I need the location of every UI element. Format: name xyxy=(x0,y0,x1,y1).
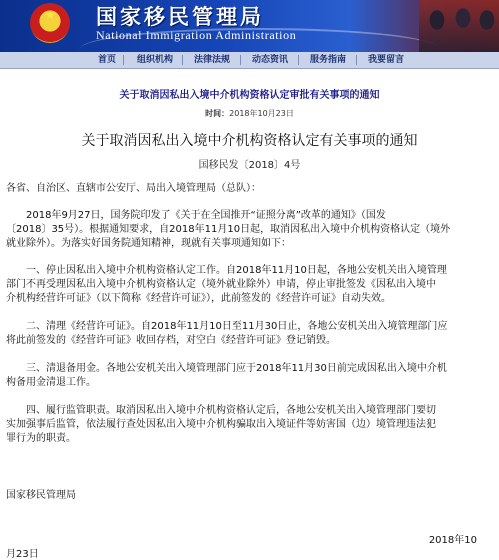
body-line: 三、清退备用金。各地公安机关出入境管理部门应于2018年11月30日前完成因私出入境中介机 xyxy=(6,363,447,374)
signature: 国家移民管理局 xyxy=(6,490,76,501)
nav-item-home[interactable]: 首页 xyxy=(98,55,117,65)
nav-item-feedback[interactable]: 我要留言 xyxy=(368,55,405,65)
body-line: 部门不再受理因私出入境中介机构资格认定（境外就业除外）申请，停止审批签发《因私出入境中 xyxy=(6,279,436,290)
body-line: 就业除外）。为落实好国务院通知精神，现就有关事项通知如下： xyxy=(6,238,291,249)
nav-separator xyxy=(356,55,357,65)
article-headline: 关于取消因私出入境中介机构资格认定审批有关事项的通知 xyxy=(119,90,380,101)
emblem-star-icon: ★ xyxy=(44,8,56,22)
nav-item-news[interactable]: 动态资讯 xyxy=(252,55,289,65)
body-line: 罪行为的职责。 xyxy=(6,433,76,444)
body-line: 一、停止因私出入境中介机构资格认定工作。自2018年11月10日起，各地公安机关出入境管理 xyxy=(6,265,447,276)
time-label: 时间： xyxy=(205,109,230,118)
nav-separator xyxy=(240,55,241,65)
nav-separator xyxy=(298,55,299,65)
body-line: 介机构经营许可证》（以下简称《经营许可证》），此前签发的《经营许可证》自动失效。 xyxy=(6,293,391,304)
addressee: 各省、自治区、直辖市公安厅、局出入境管理局（总队）： xyxy=(6,183,261,194)
nav-item-service-guide[interactable]: 服务指南 xyxy=(310,55,347,65)
body-line: 2018年9月27日，国务院印发了《关于在全国推开“证照分离”改革的通知》（国发 xyxy=(6,210,386,221)
national-emblem-icon[interactable] xyxy=(30,3,70,43)
body-line: 实加强事后监管，依法履行查处因私出入境中介机构骗取出入境证件等妨害国（边）境管理违法犯 xyxy=(6,419,436,430)
notice-title: 关于取消因私出入境中介机构资格认定有关事项的通知 xyxy=(81,133,418,149)
article-meta xyxy=(0,108,499,119)
site-title-en: National Immigration Administration xyxy=(96,28,297,42)
site-title-cn[interactable]: 国家移民管理局 xyxy=(96,4,264,29)
signing-date-part2: 月23日 xyxy=(6,549,39,560)
body-line: 二、清理《经营许可证》。自2018年11月10日至11月30日止，各地公安机关出入境管理部门应 xyxy=(6,321,448,332)
officers-photo-decoration xyxy=(419,0,499,52)
body-line: 〔2018〕35号）。根据通知要求，自2018年11月10日起，取消因私出入境中介机构资格认定（境外 xyxy=(6,224,451,235)
site-banner xyxy=(0,0,499,52)
nav-separator xyxy=(123,55,124,65)
body-line: 四、履行监管职责。取消因私出入境中介机构资格认定后，各地公安机关出入境管理部门要切 xyxy=(6,405,436,416)
main-nav xyxy=(0,52,499,69)
nav-item-laws[interactable]: 法律法规 xyxy=(194,55,231,65)
body-line: 构备用金清退工作。 xyxy=(6,377,96,388)
signing-date-part1: 2018年10 xyxy=(428,535,477,546)
document-number: 国移民发〔2018〕4号 xyxy=(198,160,301,171)
publish-date: 2018年10月23日 xyxy=(229,109,294,118)
nav-item-organization[interactable]: 组织机构 xyxy=(137,55,174,65)
nav-separator xyxy=(182,55,183,65)
body-line: 将此前签发的《经营许可证》收回存档，对空白《经营许可证》登记销毁。 xyxy=(6,335,336,346)
